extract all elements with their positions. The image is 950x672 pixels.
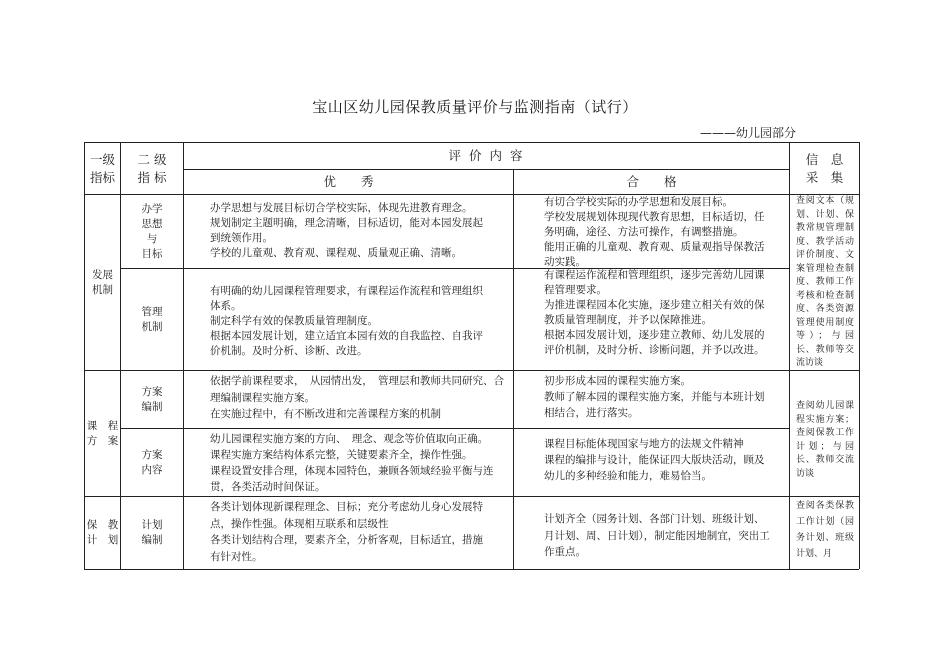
- level2-philosophy: 办学 思想 与 目标: [141, 202, 163, 260]
- header-level2: 二 级 指 标: [137, 151, 167, 185]
- level1-curriculum: 课 程 方 案: [86, 419, 119, 447]
- header-qualified: 合 格: [626, 174, 677, 189]
- excellent-plan-making: 依据学前课程要求， 从园情出发， 管理层和教师共同研究、合理编制课程实施方案。 在实施过程中，有不断改进和完善课程方案的机制: [210, 375, 504, 420]
- qualified-plan-compile: 计划齐全（园务计划、各部门计划、班级计划、月计划、周、日计划），制定能因地制宜，突出工作重点。: [544, 513, 770, 558]
- excellent-plan-content: 幼儿园课程实施方案的方向、 理念、观念等价值取向正确。 课程实施方案结构体系完整，关键要素齐全，操作性强。 课程设置安排合理，体现本园特色，兼顾各领域经验平衡与连贯，各类活动时间保证。: [210, 433, 494, 493]
- level2-plan-compile: 计划 编制: [141, 519, 163, 546]
- level1-teaching-plan: 保 教 计 划: [86, 519, 119, 546]
- excellent-management: 有明确的幼儿园课程管理要求，有课程运作流程和管理组织体系。 制定科学有效的保教质量管理制度。 根据本园发展计划，建立适宜本园有效的自我监控、自我评价机制。及时分析、诊断、改进。: [210, 285, 483, 357]
- qualified-philosophy: 有切合学校实际的办学思想和发展目标。 学校发展规划体现现代教育思想，目标适切，任务明确，途径、方法可操作，有调整措施。 能用正确的儿童观、教育观、质量观指导保教活动实践。: [544, 196, 765, 268]
- excellent-philosophy: 办学思想与发展目标切合学校实际，体现先进教育理念。 规划制定主题明确，理念清晰，目标适切，能对本园发展起到统领作用。 学校的儿童观、教育观、课程观、质量观正确、清晰。: [210, 202, 483, 259]
- page-subtitle: ———幼儿园部分: [700, 126, 797, 140]
- header-excellent: 优 秀: [323, 174, 374, 189]
- qualified-plan-content: 课程目标能体现国家与地方的法规文件精神 课程的编排与设计，能保证四大版块活动，顾及幼儿的多种经验和能力，难易恰当。: [544, 438, 765, 482]
- excellent-plan-compile: 各类计划体现新课程理念、目标；充分考虑幼儿身心发展特点，操作性强。体现相互联系和层级性 各类计划结构合理，要素齐全，分析客观，目标适宜，措施有针对性。: [210, 501, 483, 563]
- header-content: 评 价 内 容: [448, 148, 525, 163]
- info-development: 查阅文本（规划、计划、保教常规管理制度、教学活动评价制度、文案管理检查制度、教师工作考核和检查制度、各类资源管理使用制度等）；与园长、教师等交流访谈: [796, 196, 854, 368]
- level2-plan-making: 方案 编制: [141, 385, 163, 413]
- level2-plan-content: 方案 内容: [141, 448, 163, 476]
- header-info: 信 息 采 集: [805, 151, 844, 185]
- info-curriculum: 查阅幼儿园课程实施方案；查阅保教工作计划；与园长、教师交流访谈: [796, 401, 854, 479]
- header-level1: 一级 指标: [89, 151, 115, 185]
- qualified-management: 有课程运作流程和管理组织，逐步完善幼儿园课程管理要求。 为推进课程园本化实施，逐步建立相关有效的保教质量管理制度，并予以保障推进。 根据本园发展计划，逐步建立教师、幼儿发展的评价机制，及时分析、诊断问题，并予以改进。: [544, 269, 765, 356]
- level1-development: 发展 机制: [92, 268, 113, 296]
- qualified-plan-making: 初步形成本园的课程实施方案。 教师了解本园的课程实施方案，并能与本班计划相结合，进行落实。: [544, 375, 765, 419]
- level2-management: 管理 机制: [141, 305, 163, 333]
- info-teaching-plan: 查阅各类保教工作计划（园务计划、班级计划、月: [796, 501, 854, 559]
- page-title: 宝山区幼儿园保教质量评价与监测指南（试行）: [312, 98, 638, 116]
